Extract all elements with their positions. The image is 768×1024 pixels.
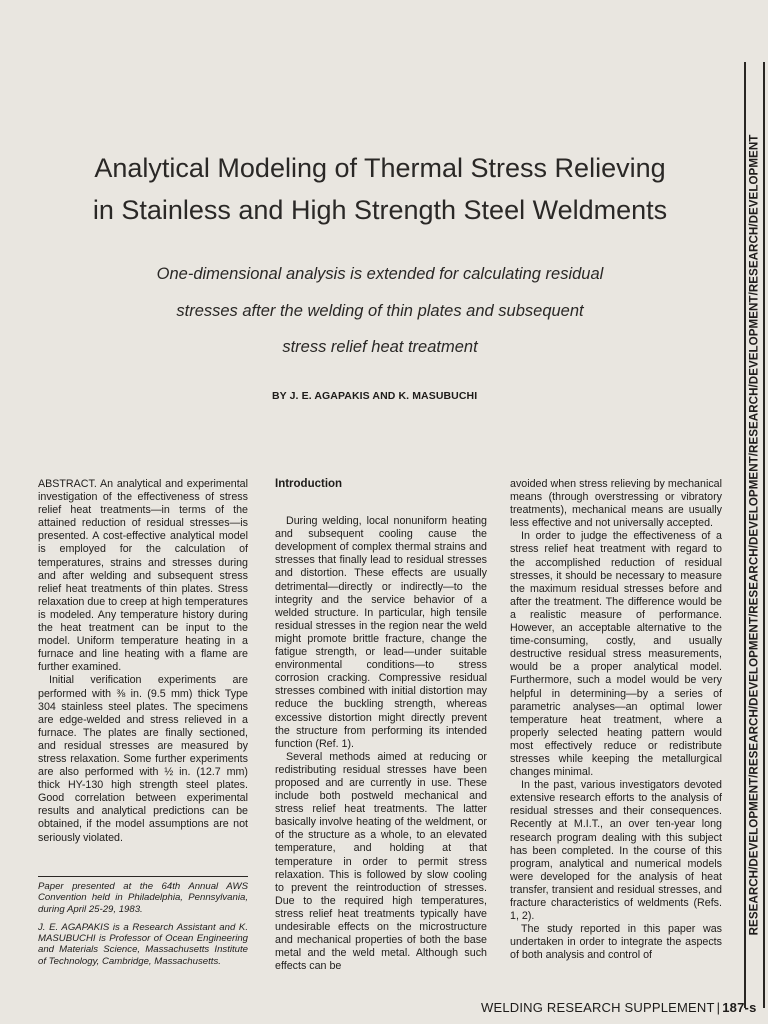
- abstract-paragraph: ABSTRACT. An analytical and experimental investigation of the effectiveness of stress relief heat treatments—in terms of the attained reduction of residual stresses—is presented. A cost-effective analytical model is employed for the calculation of temperatures, strains and stresses during and after welding and subsequent stress relief heat treatments of thin plates. Stress relaxation due to creep at high temperatures is modeled. Any temperature history during the heat treatment can be input to the model. Uniform temperature heating in a furnace and line heating with a flame are further examined.: [38, 478, 248, 674]
- side-tab-label: RESEARCH/DEVELOPMENT/RESEARCH/DEVELOPMENT/RESEARCH/DEVELOPMENT/RESEARCH/DEVELOPMENT/RESEARCH/DEVELOPMENT: [747, 134, 761, 936]
- body-paragraph: During welding, local nonuniform heating and subsequent cooling cause the development of complex thermal strains and stresses that finally lead to residual stresses and distortion. These effects are usually detrimental—directly or indirectly—to the integrity and the service behavior of a welded structure. In particular, high tensile residual stresses in the region near the weld might promote brittle fracture, change the fatigue strength, or lead—under suitable environmental conditions—to stress corrosion cracking. Compressive residual stresses combined with initial distortion may reduce the buckling strength, whereas excessive distortion might directly prevent the structure from performing its intended function (Ref. 1).: [275, 515, 487, 750]
- section-heading-introduction: Introduction: [275, 478, 343, 490]
- byline: BY J. E. AGAPAKIS AND K. MASUBUCHI: [272, 390, 478, 402]
- footer-separator: |: [716, 1000, 721, 1015]
- page-number: 187-s: [722, 1000, 757, 1015]
- body-paragraph: In the past, various investigators devoted extensive research efforts to the analysis of residual stresses and their consequences. Recently at M.I.T., an over ten-year long research program dealing with this subject has been completed. In the course of this program, analytical and numerical models were developed for the analysis of heat transfer, transient and residual stresses, and fracture characteristics of weldments (Refs. 1, 2).: [510, 779, 722, 923]
- deck-line-3: stress relief heat treatment: [282, 338, 478, 356]
- body-paragraph: avoided when stress relieving by mechanical means (through overstressing or vibratory treatments), mechanical means are usually less effective and not universally accepted.: [510, 478, 722, 530]
- footnote-block: [38, 876, 248, 974]
- page-footer: [481, 1000, 757, 1015]
- deck-line-1: One-dimensional analysis is extended for calculating residual: [156, 265, 604, 283]
- body-paragraph: In order to judge the effectiveness of a stress relief heat treatment with regard to the accomplished reduction of residual stresses, it should be necessary to measure the maximum residual stresses before and after the treatment. The difference would be a realistic measure of performance. However, an acceptable alternative to the time-consuming, costly, and usually destructive residual stress measurements, would be a proper analytical model. Furthermore, such a model would be very helpful in determining—by a series of parametric analyses—an optimal lower temperature heat treatment, where a properly selected heating pattern would most effectively reduce or redistribute stresses while keeping the metallurgical changes minimal.: [510, 530, 722, 779]
- journal-name: WELDING RESEARCH SUPPLEMENT: [481, 1000, 715, 1015]
- footnote-authors: J. E. AGAPAKIS is a Research Assistant and K. MASUBUCHI is Professor of Ocean Engineering and Materials Science, Massachusetts Institute of Technology, Cambridge, Massachusetts.: [38, 921, 248, 967]
- article-title-line-1: Analytical Modeling of Thermal Stress Relieving: [94, 153, 666, 183]
- footnote-presented: Paper presented at the 64th Annual AWS Convention held in Philadelphia, Pennsylvania, during April 25-29, 1983.: [38, 881, 248, 915]
- body-paragraph: The study reported in this paper was undertaken in order to integrate the aspects of both analysis and control of: [510, 923, 722, 962]
- body-paragraph: Several methods aimed at reducing or redistributing residual stresses have been proposed and are currently in use. These include both postweld mechanical and stress relief heat treatments. The latter basically involve heating of the weldment, or of the structure as a whole, to an elevated temperature, and holding at that temperature in order to permit stress relaxation. This is followed by slow cooling to prevent the reintroduction of stresses. Due to the required high temperatures, stress relief heat treatments typically have undesirable effects on the microstructure and mechanical properties of both the base metal and the weld metal. Although such effects can be: [275, 750, 487, 973]
- deck-line-2: stresses after the welding of thin plates and subsequent: [176, 302, 584, 320]
- abstract-paragraph: Initial verification experiments are performed with ⅜ in. (9.5 mm) thick Type 304 stainless steel plates. The specimens are edge-welded and stress relieved in a furnace. The plates are finally sectioned, and residual stresses are measured by stress relaxation. Some further experiments are also performed with ½ in. (12.7 mm) thick HY-130 high strength steel plates. Good correlation between experimental results and analytical predictions can be obtained, if the model assumptions are not seriously violated.: [38, 674, 248, 844]
- body-column-2: [275, 478, 487, 973]
- body-column-3: [510, 478, 722, 962]
- article-title-line-2: in Stainless and High Strength Steel Weldments: [92, 195, 668, 225]
- abstract-column: [38, 478, 248, 845]
